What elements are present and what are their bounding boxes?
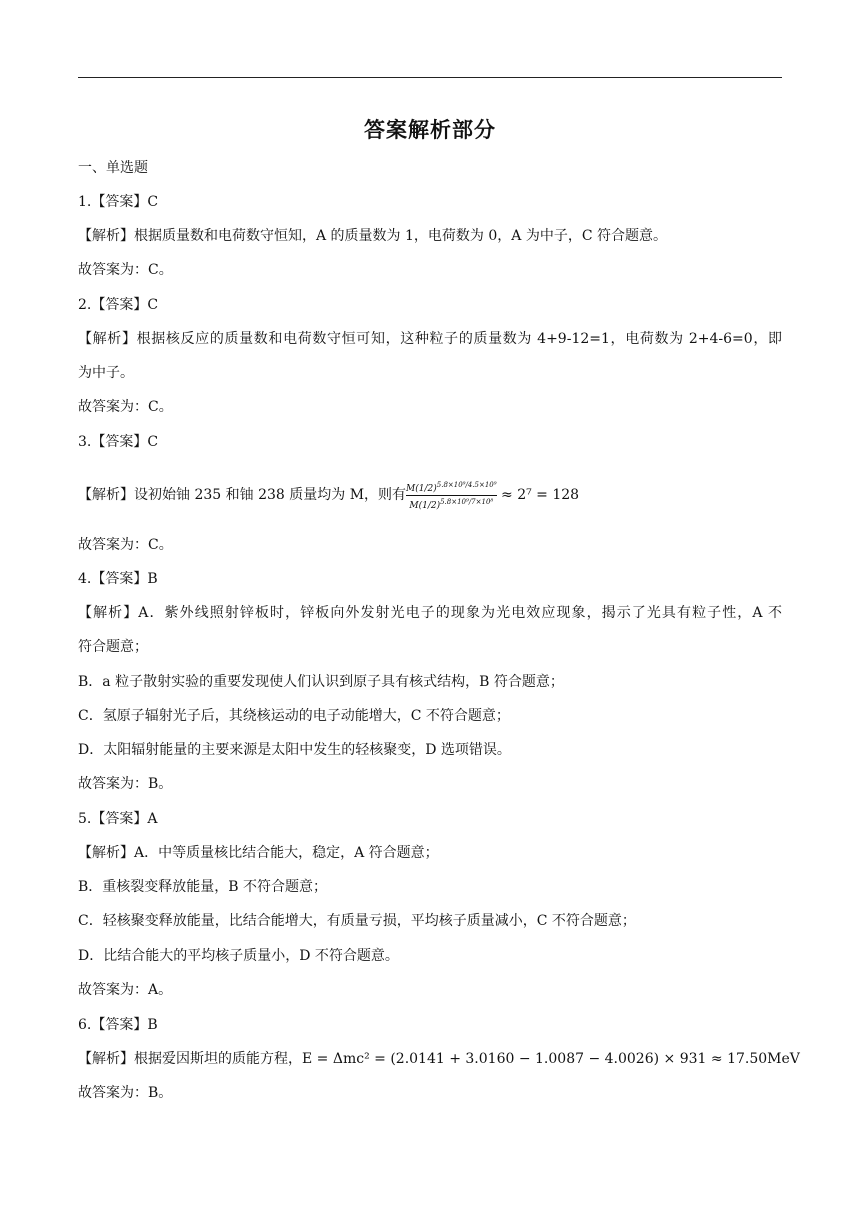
q1-answer: 1.【答案】C [78, 194, 159, 210]
q4-conclusion: 故答案为：B。 [78, 776, 173, 792]
q3-formula-result: ≈ 2⁷ = 128 [501, 487, 580, 503]
q3-den-half: 1/2 [422, 500, 437, 511]
q5-analysis: 【解析】A．中等质量核比结合能大，稳定，A 符合题意； [78, 845, 439, 861]
q3-den-m: M( [409, 500, 423, 511]
q3-conclusion: 故答案为：C。 [78, 537, 173, 553]
q5-conclusion: 故答案为：A。 [78, 982, 173, 998]
q3-num-half: 1/2 [418, 483, 434, 494]
q2-answer: 2.【答案】C [78, 297, 159, 313]
q6-analysis [78, 1049, 800, 1069]
q3-num-exponent: 5.8×10⁹/4.5×10⁹ [436, 480, 497, 489]
q5-option-c: C．轻核聚变释放能量，比结合能增大，有质量亏损，平均核子质量减小，C 不符合题意； [78, 913, 636, 929]
q2-analysis-line1: 【解析】根据核反应的质量数和电荷数守恒可知，这种粒子的质量数为 4+9-12=1，电荷数为 2+4-6=0，即 [78, 331, 782, 347]
q3-answer: 3.【答案】C [78, 434, 159, 450]
q4-option-b: B．a 粒子散射实验的重要发现使人们认识到原子具有核式结构，B 符合题意； [78, 674, 564, 690]
q2-analysis-line2: 为中子。 [78, 365, 134, 381]
q3-analysis [78, 470, 782, 520]
q5-option-b: B．重核裂变释放能量，B 不符合题意； [78, 879, 328, 895]
q1-conclusion: 故答案为：C。 [78, 262, 173, 278]
q4-analysis-line2: 符合题意； [78, 639, 148, 655]
q4-option-d: D．太阳辐射能量的主要来源是太阳中发生的轻核聚变，D 选项错误。 [78, 742, 511, 758]
q4-answer: 4.【答案】B [78, 571, 158, 587]
q2-conclusion: 故答案为：C。 [78, 399, 173, 415]
q3-den-exponent: 5.8×10⁹/7×10⁸ [440, 497, 494, 506]
page-title: 答案解析部分 [364, 118, 496, 142]
q4-analysis-line1: 【解析】A．紫外线照射锌板时，锌板向外发射光电子的现象为光电效应现象，揭示了光具有粒子性，A 不 [78, 605, 782, 621]
q3-num-exp-bottom: 4.5×10⁹ [467, 480, 497, 489]
q5-option-d: D．比结合能大的平均核子质量小，D 不符合题意。 [78, 948, 399, 964]
q3-fraction-bar [406, 495, 497, 496]
q3-formula-numerator: $M(1/2)^{5.8\times 10^9/4.5\times 10^9}$ [406, 480, 497, 494]
q3-formula-fraction [406, 480, 497, 511]
q6-equation: E = Δmc² = (2.0141 + 3.0160 − 1.0087 − 4.0026) × 931 ≈ 17.50MeV [302, 1051, 800, 1067]
q3-analysis-prefix: 【解析】设初始铀 235 和铀 238 质量均为 M，则有 [78, 487, 407, 503]
q1-analysis: 【解析】根据质量数和电荷数守恒知，A 的质量数为 1，电荷数为 0，A 为中子，C 符合题意。 [78, 228, 667, 244]
header-rule [78, 77, 782, 78]
q3-den-exp-top: 5.8×10⁹ [440, 497, 469, 506]
q3-formula-denominator: $M(1/2)^{5.8\times 10^9/7\times 10^8}$ [409, 497, 494, 511]
q6-answer: 6.【答案】B [78, 1017, 158, 1033]
q3-den-exp-bottom: 7×10⁸ [471, 497, 494, 506]
q5-answer: 5.【答案】A [78, 811, 158, 827]
section-heading: 一、单选题 [78, 160, 148, 176]
q3-num-exp-top: 5.8×10⁹ [436, 480, 466, 489]
q3-num-m: M( [406, 483, 419, 494]
q4-option-c: C．氢原子辐射光子后，其绕核运动的电子动能增大，C 不符合题意； [78, 708, 510, 724]
q6-analysis-prefix: 【解析】根据爱因斯坦的质能方程， [78, 1051, 302, 1067]
q6-conclusion: 故答案为：B。 [78, 1085, 173, 1101]
